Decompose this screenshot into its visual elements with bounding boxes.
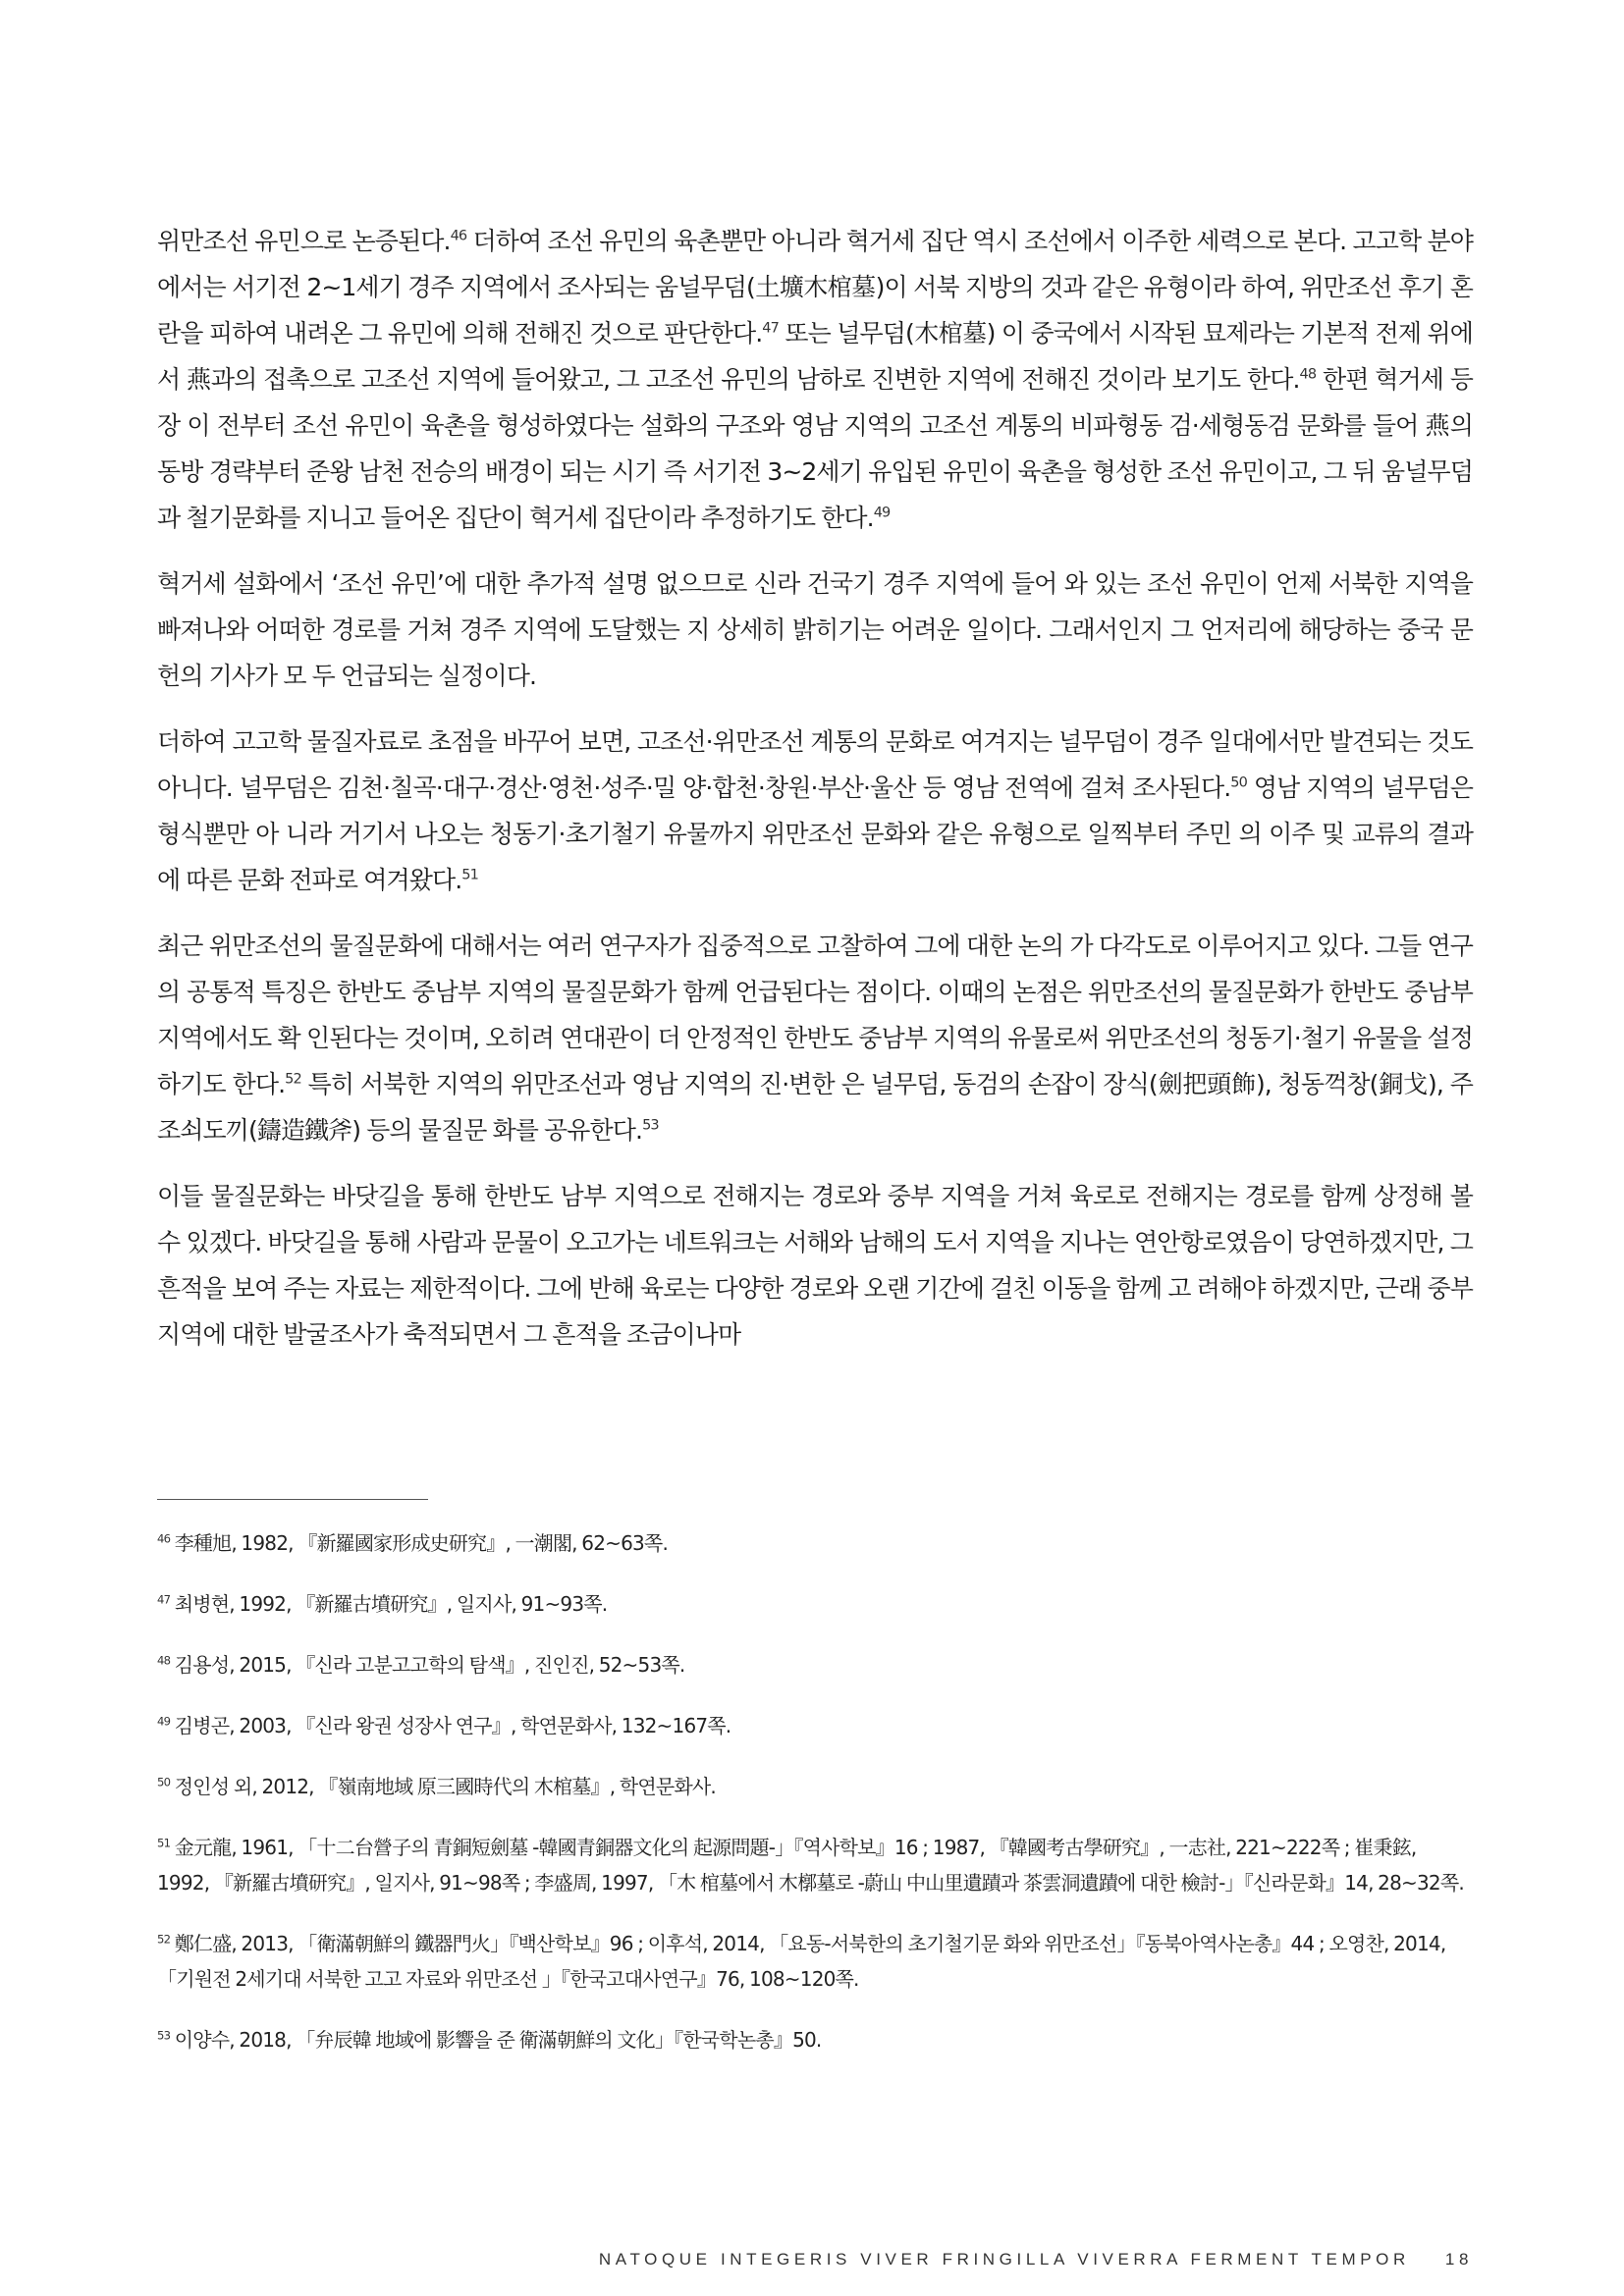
footnote-ref[interactable]: 49 [873,505,891,521]
footnote-text: 이양수, 2018, 「弁辰韓 地域에 影響을 준 衛滿朝鮮의 文化」『한국학논총』50. [170,2028,822,2052]
paragraph-text: 이들 물질문화는 바닷길을 통해 한반도 남부 지역으로 전해지는 경로와 중부 지역을 거쳐 육로로 전해지는 경로를 함께 상정해 볼 수 있겠다. 바닷길을 통해 사람과 문물이 오고가는 네트워크는 서해와 남해의 도서 지역을 지나는 연안항로였음이 당연하겠지만, 그 흔적을 보여 주는 자료는 제한적이다. 그에 반해 육로는 다양한 경로와 오랜 기간에 걸친 이동을 함께 고 려해야 하겠지만, 근래 중부지역에 대한 발굴조사가 축적되면서 그 흔적을 조금이나마 [157,1182,1473,1349]
page-number: 18 [1444,2250,1473,2269]
body-paragraph [157,1173,1473,1358]
footnote [157,2022,1473,2057]
footnote [157,1525,1473,1561]
footnote [157,1647,1473,1682]
footnote-number: 48 [157,1653,171,1668]
paragraph-text: 더하여 조선 유민의 육촌뿐만 아니라 혁거세 집단 역시 조선에서 이주한 세력으로 본다. 고고학 분야에서는 서기전 2~1세기 경주 지역에서 조사되는 움널무덤(土壙木棺墓)이 서북 지방의 것과 같은 유형이라 하여, 위만조선 후기 혼란을 피하여 내려온 그 유민에 의해 전해진 것으로 판단한다. [157,227,1473,347]
footnote-number: 47 [157,1592,171,1607]
paragraph-text: 혁거세 설화에서 ‘조선 유민’에 대한 추가적 설명 없으므로 신라 건국기 경주 지역에 들어 와 있는 조선 유민이 언제 서북한 지역을 빠져나와 어떠한 경로를 거쳐 경주 지역에 도달했는 지 상세히 밝히기는 어려운 일이다. 그래서인지 그 언저리에 해당하는 중국 문헌의 기사가 모 두 언급되는 실정이다. [157,569,1473,690]
page-footer [511,2250,1473,2269]
footnote [157,1586,1473,1622]
paragraph-text: 한편 혁거세 등장 이 전부터 조선 유민이 육촌을 형성하였다는 설화의 구조와 영남 지역의 고조선 계통의 비파형동 검·세형동검 문화를 들어 燕의 동방 경략부터 준왕 남천 전승의 배경이 되는 시기 즉 서기전 3~2세기 유입된 유민이 육촌을 형성한 조선 유민이고, 그 뒤 움널무덤과 철기문화를 지니고 들어온 집단이 혁거세 집단이라 추정하기도 한다. [157,365,1473,532]
body-paragraph [157,923,1473,1153]
body-text [157,218,1473,1377]
footnote-number: 52 [157,1932,171,1947]
footnote-number: 50 [157,1775,171,1789]
footnote-text: 金元龍, 1961, 「十二台營子의 青銅短劍墓 -韓國青銅器文化의 起源問題-」『역사학보』16 ; 1987, 『韓國考古學研究』, 一志社, 221~222쪽 ; 崔秉鉉, 1992, 『新羅古墳研究』, 일지사, 91~98쪽 ; 李盛周, 1997, 「木 棺墓에서 木槨墓로 -蔚山 中山里遺蹟과 茶雲洞遺蹟에 대한 檢討-」『신라문화』14, 28~32쪽. [157,1836,1464,1895]
footnote-ref[interactable]: 51 [461,867,478,883]
paragraph-text: 영남 지역의 널무덤은 형식뿐만 아 니라 거기서 나오는 청동기·초기철기 유물까지 위만조선 문화와 같은 유형으로 일찍부터 주민 의 이주 및 교류의 결과에 따른 문화 전파로 여겨왔다. [157,774,1473,894]
footnote-ref[interactable]: 47 [762,320,779,337]
footnote-text: 최병현, 1992, 『新羅古墳研究』, 일지사, 91~93쪽. [170,1592,608,1616]
body-paragraph [157,719,1473,903]
footnote-ref[interactable]: 48 [1299,366,1317,383]
footnote-ref[interactable]: 53 [642,1117,659,1134]
footnote [157,1769,1473,1804]
footnote-number: 46 [157,1531,171,1546]
footnote-number: 53 [157,2028,171,2043]
body-paragraph [157,561,1473,699]
paragraph-text: 최근 위만조선의 물질문화에 대해서는 여러 연구자가 집중적으로 고찰하여 그에 대한 논의 가 다각도로 이루어지고 있다. 그들 연구의 공통적 특징은 한반도 중남부 지역의 물질문화가 함께 언급된다는 점이다. 이때의 논점은 위만조선의 물질문화가 한반도 중남부 지역에서도 확 인된다는 것이며, 오히려 연대관이 더 안정적인 한반도 중남부 지역의 유물로써 위만조선의 청동기·철기 유물을 설정하기도 한다. [157,932,1473,1098]
paragraph-text: 특히 서북한 지역의 위만조선과 영남 지역의 진·변한 은 널무덤, 동검의 손잡이 장식(劍把頭飾), 청동꺽창(銅戈), 주조쇠도끼(鑄造鐵斧) 등의 물질문 화를 공유한다. [157,1070,1473,1145]
footnote-number: 49 [157,1714,171,1729]
footnote-number: 51 [157,1836,171,1850]
footnote [157,1926,1473,1997]
footnote [157,1708,1473,1743]
footnote-ref[interactable]: 46 [450,228,467,244]
footnote-text: 李種旭, 1982, 『新羅國家形成史研究』, 一潮閣, 62~63쪽. [170,1531,669,1555]
footnote-text: 鄭仁盛, 2013, 「衛滿朝鮮의 鐵器門火」『백산학보』96 ; 이후석, 2014, 「요동-서북한의 초기철기문 화와 위만조선」『동북아역사논총』44 ; 오영찬, 2014, 「기원전 2세기대 서북한 고고 자료와 위만조선 」『한국고대사연구』76, 108~120쪽. [157,1932,1446,1991]
footnote-ref[interactable]: 52 [285,1071,301,1088]
paragraph-text: 또는 널무덤(木棺墓) 이 중국에서 시작된 묘제라는 기본적 전제 위에서 燕과의 접촉으로 고조선 지역에 들어왔고, 그 고조선 유민의 남하로 진변한 지역에 전해진 것이라 보기도 한다. [157,319,1473,394]
footnote-text: 정인성 외, 2012, 『嶺南地域 原三國時代의 木棺墓』, 학연문화사. [170,1775,716,1798]
footnote [157,1830,1473,1900]
running-title: NATOQUE INTEGERIS VIVER FRINGILLA VIVERRA FERMENT TEMPOR [598,2250,1410,2269]
footnote-text: 김용성, 2015, 『신라 고분고고학의 탐색』, 진인진, 52~53쪽. [170,1653,685,1677]
body-paragraph [157,218,1473,541]
footnotes [157,1525,1473,2083]
footnote-divider [157,1499,428,1500]
paragraph-text: 위만조선 유민으로 논증된다. [157,227,451,255]
footnote-ref[interactable]: 50 [1230,774,1247,791]
footnote-text: 김병곤, 2003, 『신라 왕권 성장사 연구』, 학연문화사, 132~167쪽. [170,1714,731,1737]
paragraph-text: 더하여 고고학 물질자료로 초점을 바꾸어 보면, 고조선·위만조선 계통의 문화로 여겨지는 널무덤이 경주 일대에서만 발견되는 것도 아니다. 널무덤은 김천·칠곡·대구·경산·영천·성주·밀 양·합천·창원·부산·울산 등 영남 전역에 걸쳐 조사된다. [157,727,1473,802]
